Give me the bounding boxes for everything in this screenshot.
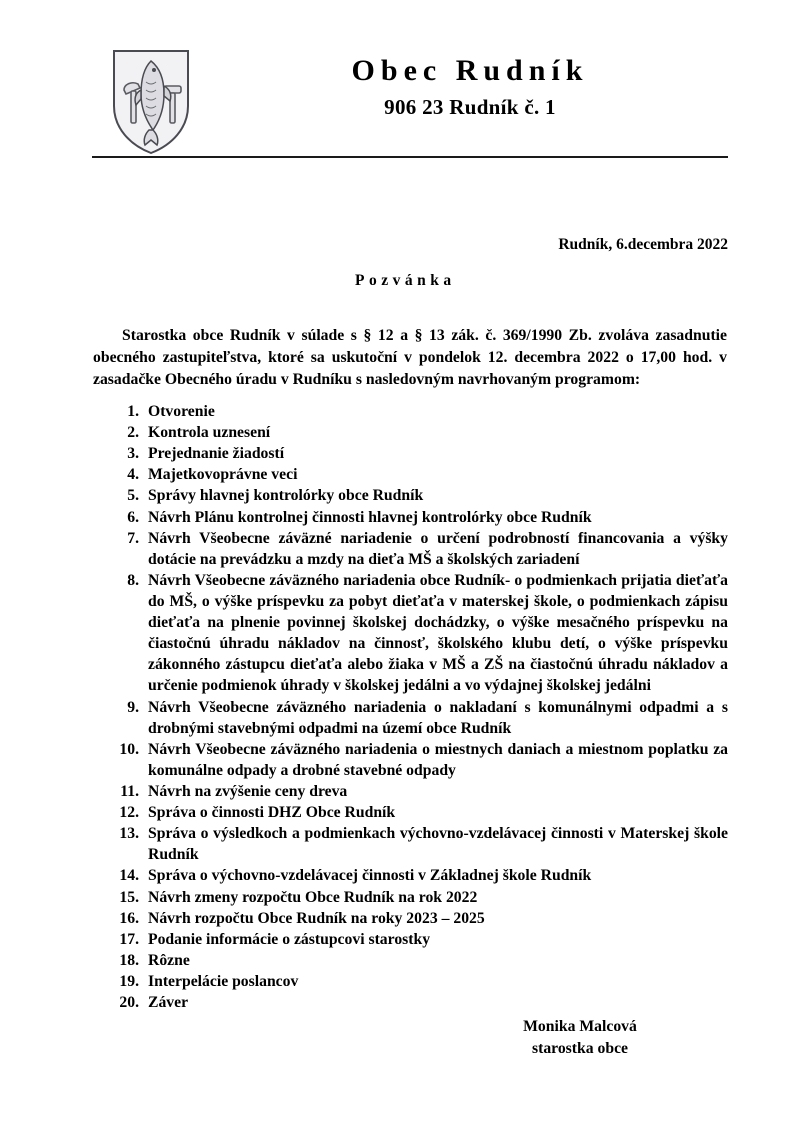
agenda-item-number: 17. — [119, 930, 139, 948]
agenda-item — [112, 443, 728, 464]
agenda-item-number: 18. — [119, 951, 139, 969]
signatory-role: starostka obce — [531, 1039, 628, 1057]
intro-paragraph: Starostka obce Rudník v súlade s § 12 a § 13 zák. č. 369/1990 Zb. zvoláva zasadnutie obecného zastupiteľstva, ktoré sa uskutoční v pondelok 12. decembra 2022 o 17,00 hod. v zasadačke Obecného úradu v Rudníku s nasledovným navrhovaným programom: — [93, 327, 727, 388]
agenda-item-number: 14. — [119, 867, 139, 885]
place-and-date: Rudník, 6.decembra 2022 — [558, 236, 728, 253]
organization-address: 906 23 Rudník č. 1 — [384, 94, 556, 119]
agenda-item-text: Správa o výsledkoch a podmienkach výchovno-vzdelávacej činnosti v Materskej škole Rudník — [148, 825, 728, 864]
letterhead — [92, 46, 728, 156]
agenda-item-text: Prejednanie žiadostí — [148, 445, 285, 463]
agenda-item — [112, 528, 728, 570]
agenda-item — [112, 464, 728, 485]
agenda-item — [112, 865, 728, 886]
agenda-item-text: Návrh Všeobecne záväzného nariadenia o nakladaní s komunálnymi odpadmi a s drobnými stavebnými odpadmi na území obce Rudník — [148, 698, 728, 737]
agenda-item-text: Návrh rozpočtu Obce Rudník na roky 2023 – 2025 — [148, 909, 485, 927]
agenda-item-number: 9. — [127, 698, 139, 716]
organization-block — [212, 54, 728, 120]
agenda-item-number: 15. — [119, 888, 139, 906]
agenda-item-number: 4. — [127, 466, 139, 484]
document-title: Pozvánka — [355, 272, 456, 289]
agenda-item — [112, 485, 728, 506]
agenda-item-number: 2. — [127, 424, 139, 442]
signatory-name: Monika Malcová — [523, 1018, 637, 1035]
header-divider — [92, 156, 728, 158]
agenda-item — [112, 507, 728, 528]
agenda-item — [112, 802, 728, 823]
agenda-item — [112, 697, 728, 739]
agenda-item — [112, 401, 728, 422]
agenda-item-text: Majetkovoprávne veci — [148, 466, 298, 484]
agenda-item — [112, 570, 728, 697]
agenda-item-number: 16. — [119, 909, 139, 927]
agenda-item-number: 3. — [127, 445, 139, 463]
agenda-item-text: Návrh zmeny rozpočtu Obce Rudník na rok 2022 — [148, 888, 478, 906]
agenda-item-text: Správy hlavnej kontrolórky obce Rudník — [148, 487, 424, 505]
agenda-item-number: 10. — [119, 740, 139, 758]
agenda-item-number: 19. — [119, 972, 139, 990]
agenda-item-number: 8. — [127, 571, 139, 589]
agenda-item-number: 6. — [127, 508, 139, 526]
agenda-item — [112, 422, 728, 443]
agenda-item-text: Interpelácie poslancov — [148, 972, 299, 990]
agenda-item-number: 20. — [119, 994, 139, 1012]
agenda-item — [112, 887, 728, 908]
agenda-item-number: 11. — [120, 782, 139, 800]
agenda-item-text: Správa o činnosti DHZ Obce Rudník — [148, 804, 396, 822]
agenda-item-number: 12. — [119, 804, 139, 822]
agenda-item-text: Návrh na zvýšenie ceny dreva — [148, 782, 348, 800]
agenda-item-text: Návrh Plánu kontrolnej činnosti hlavnej kontrolórky obce Rudník — [148, 508, 592, 526]
agenda-item — [112, 950, 728, 971]
agenda-item — [112, 992, 728, 1013]
agenda-item-text: Podanie informácie o zástupcovi starostky — [148, 930, 431, 948]
agenda-item — [112, 823, 728, 865]
signature-block — [452, 1016, 708, 1060]
agenda-item-text: Návrh Všeobecne záväzného nariadenia o miestnych daniach a miestnom poplatku za komunálne odpady a drobné stavebné odpady — [148, 740, 728, 779]
agenda-item — [112, 971, 728, 992]
agenda-item-text: Rôzne — [148, 951, 190, 969]
agenda-item-number: 1. — [127, 403, 139, 420]
agenda-item-text: Návrh Všeobecne záväzné nariadenie o určení podrobností financovania a výšky dotácie na prevádzku a mzdy na dieťa MŠ a školských zariadení — [148, 529, 728, 568]
agenda-item-text: Návrh Všeobecne záväzného nariadenia obce Rudník- o podmienkach prijatia dieťaťa do MŠ, o výške príspevku za pobyt dieťaťa v materskej škole, o podmienkach zápisu dieťaťa na plnenie povinnej školskej dochádzky, o výške mesačného príspevku na čiastočnú úhradu nákladov na činnosť, školského klubu detí, o výške príspevku zákonného zástupcu dieťaťa alebo žiaka v MŠ a ZŠ na čiastočnú úhradu nákladov a určenie podmienok úhrady v školskej jedálni a vo výdajnej školskej jedálni — [148, 571, 728, 695]
agenda-item-text: Záver — [148, 994, 189, 1012]
agenda-item — [112, 781, 728, 802]
agenda-item-number: 7. — [127, 529, 139, 547]
coat-of-arms-icon — [110, 48, 192, 156]
agenda-item-number: 13. — [119, 825, 139, 843]
agenda-list — [112, 401, 728, 1013]
agenda-item-text: Kontrola uznesení — [148, 424, 271, 442]
agenda-item-text: Otvorenie — [148, 403, 215, 420]
agenda-item — [112, 908, 728, 929]
organization-name: Obec Rudník — [351, 54, 589, 87]
agenda-item-text: Správa o výchovno-vzdelávacej činnosti v Základnej škole Rudník — [148, 867, 592, 885]
agenda-item — [112, 929, 728, 950]
agenda-item — [112, 739, 728, 781]
agenda-item-number: 5. — [127, 487, 139, 505]
